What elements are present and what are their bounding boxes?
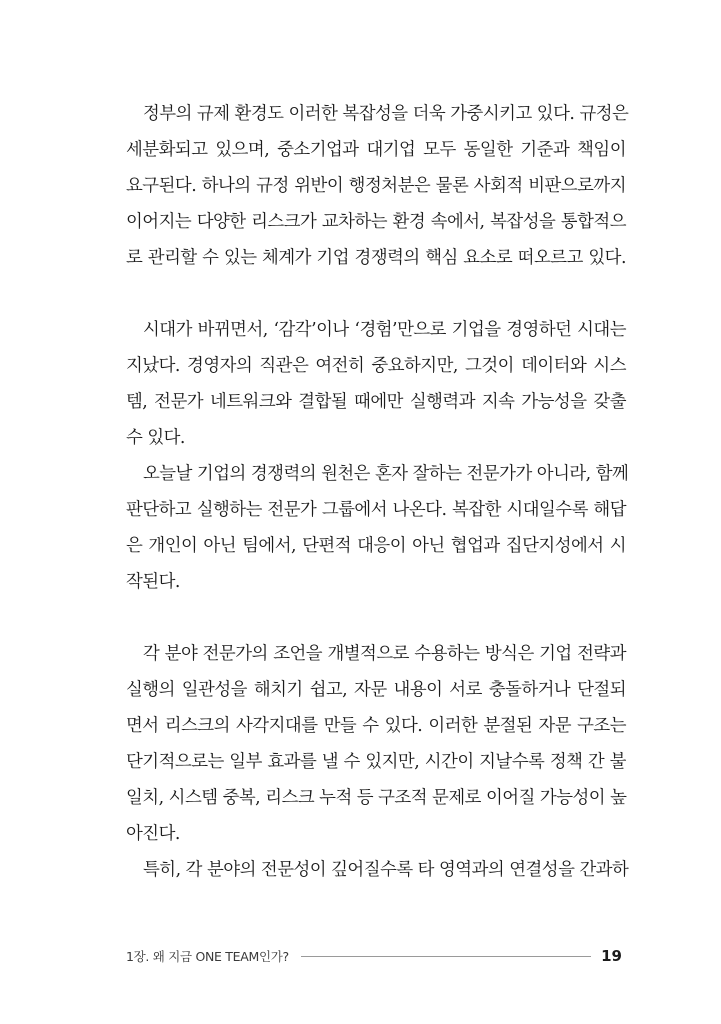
paragraph-5 xyxy=(126,852,629,888)
footer-divider xyxy=(301,956,591,957)
text-line: 수 있다. xyxy=(126,428,185,448)
text-line: 오늘날 기업의 경쟁력의 원천은 혼자 잘하는 전문가가 아니라, 함께 xyxy=(143,464,629,484)
text-line: 아진다. xyxy=(126,824,180,844)
text-line: 실행의 일관성을 해치기 쉽고, 자문 내용이 서로 충돌하거나 단절되 xyxy=(126,680,626,700)
paragraph-2 xyxy=(126,312,626,456)
text-line: 특히, 각 분야의 전문성이 깊어질수록 타 영역과의 연결성을 간과하 xyxy=(143,860,629,880)
text-line: 이어지는 다양한 리스크가 교차하는 환경 속에서, 복잡성을 통합적으 xyxy=(126,212,626,232)
text-line: 지났다. 경영자의 직관은 여전히 중요하지만, 그것이 데이터와 시스 xyxy=(126,356,626,376)
chapter-running-title: 1장. 왜 지금 ONE TEAM인가? xyxy=(126,949,289,964)
text-line: 정부의 규제 환경도 이러한 복잡성을 더욱 가중시키고 있다. 규정은 xyxy=(143,104,629,124)
paragraph-gap xyxy=(126,276,626,312)
text-line: 일치, 시스템 중복, 리스크 누적 등 구조적 문제로 이어질 가능성이 높 xyxy=(126,788,627,808)
text-line: 요구된다. 하나의 규정 위반이 행정처분은 물론 사회적 비판으로까지 xyxy=(126,176,626,196)
text-line: 세분화되고 있으며, 중소기업과 대기업 모두 동일한 기준과 책임이 xyxy=(126,140,626,160)
text-line: 단기적으로는 일부 효과를 낼 수 있지만, 시간이 지날수록 정책 간 불 xyxy=(126,752,626,772)
text-line: 면서 리스크의 사각지대를 만들 수 있다. 이러한 분절된 자문 구조는 xyxy=(126,716,626,736)
text-line: 로 관리할 수 있는 체계가 기업 경쟁력의 핵심 요소로 떠오르고 있다. xyxy=(126,248,626,268)
page-number: 19 xyxy=(601,947,622,965)
paragraph-1 xyxy=(126,96,629,276)
text-line: 작된다. xyxy=(126,572,180,592)
text-line: 각 분야 전문가의 조언을 개별적으로 수용하는 방식은 기업 전략과 xyxy=(143,644,626,664)
paragraph-4 xyxy=(126,636,626,852)
text-line: 시대가 바뀌면서, ‘감각’이나 ‘경험’만으로 기업을 경영하던 시대는 xyxy=(143,320,626,340)
page-footer xyxy=(126,944,622,968)
paragraph-gap xyxy=(126,600,626,636)
text-line: 판단하고 실행하는 전문가 그룹에서 나온다. 복잡한 시대일수록 해답 xyxy=(126,500,626,520)
text-line: 은 개인이 아닌 팀에서, 단편적 대응이 아닌 협업과 집단지성에서 시 xyxy=(126,536,626,556)
paragraph-3 xyxy=(126,456,629,600)
text-line: 템, 전문가 네트워크와 결합될 때에만 실행력과 지속 가능성을 갖출 xyxy=(126,392,626,412)
body-text xyxy=(126,96,629,888)
